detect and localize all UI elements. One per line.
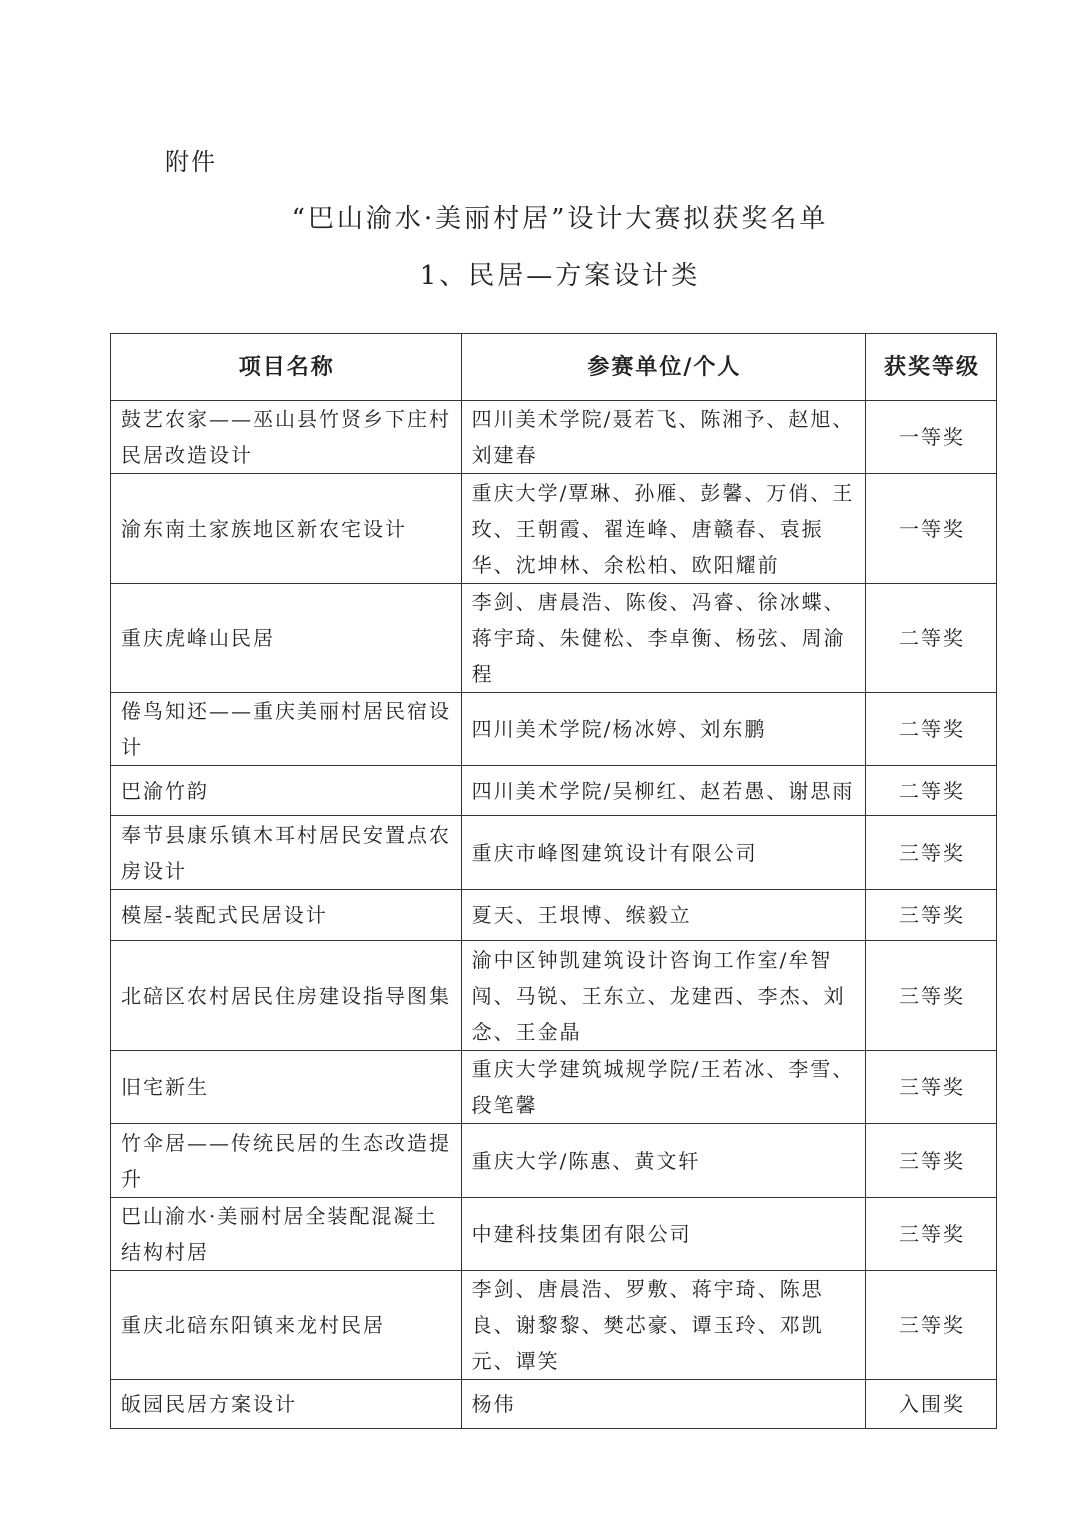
project-cell: 奉节县康乐镇木耳村居民安置点农房设计 — [111, 816, 462, 890]
table-row — [111, 1124, 997, 1198]
award-cell: 一等奖 — [866, 474, 997, 584]
participants-cell: 夏天、王垠博、缑毅立 — [461, 890, 866, 941]
participants-cell: 李剑、唐晨浩、陈俊、冯睿、徐冰蝶、蒋宇琦、朱健松、李卓衡、杨弦、周渝程 — [461, 584, 866, 693]
award-cell: 三等奖 — [866, 890, 997, 941]
award-cell: 三等奖 — [866, 1124, 997, 1198]
award-cell: 二等奖 — [866, 766, 997, 816]
table-row — [111, 816, 997, 890]
table-row — [111, 1380, 997, 1429]
project-cell: 旧宅新生 — [111, 1051, 462, 1124]
project-cell: 重庆北碚东阳镇来龙村民居 — [111, 1271, 462, 1380]
table-row — [111, 693, 997, 766]
participants-cell: 重庆市峰图建筑设计有限公司 — [461, 816, 866, 890]
table-row — [111, 890, 997, 941]
table-header-row — [111, 334, 997, 401]
participants-cell: 四川美术学院/聂若飞、陈湘予、赵旭、刘建春 — [461, 401, 866, 474]
award-cell: 二等奖 — [866, 584, 997, 693]
project-cell: 皈园民居方案设计 — [111, 1380, 462, 1429]
participants-cell: 杨伟 — [461, 1380, 866, 1429]
header-award: 获奖等级 — [866, 334, 997, 401]
project-cell: 鼓艺农家——巫山县竹贤乡下庄村民居改造设计 — [111, 401, 462, 474]
table-row — [111, 766, 997, 816]
award-cell: 三等奖 — [866, 1198, 997, 1271]
section-title: 1、民居—方案设计类 — [419, 261, 701, 291]
table-row — [111, 584, 997, 693]
award-cell: 三等奖 — [866, 941, 997, 1051]
project-cell: 竹伞居——传统民居的生态改造提升 — [111, 1124, 462, 1198]
participants-cell: 李剑、唐晨浩、罗敷、蒋宇琦、陈思良、谢黎黎、樊芯豪、谭玉玲、邓凯元、谭笑 — [461, 1271, 866, 1380]
award-cell: 入围奖 — [866, 1380, 997, 1429]
project-cell: 巴渝竹韵 — [111, 766, 462, 816]
participants-cell: 重庆大学/陈惠、黄文轩 — [461, 1124, 866, 1198]
award-cell: 三等奖 — [866, 1271, 997, 1380]
header-project: 项目名称 — [111, 334, 462, 401]
awards-table — [110, 333, 997, 1429]
project-cell: 模屋-装配式民居设计 — [111, 890, 462, 941]
table-row — [111, 941, 997, 1051]
project-cell: 重庆虎峰山民居 — [111, 584, 462, 693]
table-row — [111, 474, 997, 584]
participants-cell: 重庆大学建筑城规学院/王若冰、李雪、段笔馨 — [461, 1051, 866, 1124]
award-cell: 三等奖 — [866, 816, 997, 890]
participants-cell: 四川美术学院/杨冰婷、刘东鹏 — [461, 693, 866, 766]
project-cell: 巴山渝水·美丽村居全装配混凝土结构村居 — [111, 1198, 462, 1271]
project-cell: 北碚区农村居民住房建设指导图集 — [111, 941, 462, 1051]
table-row — [111, 1051, 997, 1124]
project-cell: 渝东南土家族地区新农宅设计 — [111, 474, 462, 584]
participants-cell: 重庆大学/覃琳、孙雁、彭馨、万俏、王玫、王朝霞、翟连峰、唐赣春、袁振华、沈坤林、余松柏、欧阳耀前 — [461, 474, 866, 584]
participants-cell: 四川美术学院/吴柳红、赵若愚、谢思雨 — [461, 766, 866, 816]
table-row — [111, 1198, 997, 1271]
award-cell: 一等奖 — [866, 401, 997, 474]
project-cell: 倦鸟知还——重庆美丽村居民宿设计 — [111, 693, 462, 766]
participants-cell: 渝中区钟凯建筑设计咨询工作室/牟智闯、马锐、王东立、龙建西、李杰、刘念、王金晶 — [461, 941, 866, 1051]
document-title: “巴山渝水·美丽村居”设计大赛拟获奖名单 — [291, 204, 829, 234]
table-row — [111, 1271, 997, 1380]
attachment-label: 附件 — [165, 148, 217, 176]
award-cell: 三等奖 — [866, 1051, 997, 1124]
award-cell: 二等奖 — [866, 693, 997, 766]
header-participants: 参赛单位/个人 — [461, 334, 866, 401]
table-row — [111, 401, 997, 474]
participants-cell: 中建科技集团有限公司 — [461, 1198, 866, 1271]
